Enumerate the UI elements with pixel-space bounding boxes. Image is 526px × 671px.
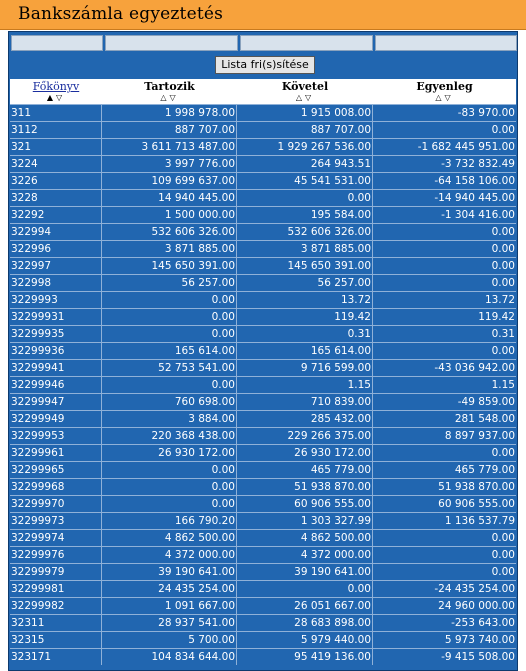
cell-fokonyv: 3112: [10, 122, 102, 138]
table-row[interactable]: [10, 597, 516, 614]
sort-asc-icon[interactable]: △: [295, 92, 305, 102]
column-label-fokonyv[interactable]: Főkönyv: [32, 80, 80, 93]
cell-tartozik: 104 834 644.00: [102, 649, 237, 665]
table-row[interactable]: [10, 461, 516, 478]
cell-tartozik: 3 871 885.00: [102, 241, 237, 257]
table-row[interactable]: [10, 223, 516, 240]
table-row[interactable]: [10, 155, 516, 172]
cell-tartozik: 165 614.00: [102, 343, 237, 359]
cell-tartozik: 760 698.00: [102, 394, 237, 410]
cell-kovetel: 26 930 172.00: [237, 445, 373, 461]
window-title: Bankszámla egyeztetés: [18, 4, 224, 24]
cell-kovetel: 95 419 136.00: [237, 649, 373, 665]
cell-tartozik: 0.00: [102, 292, 237, 308]
table-row[interactable]: [10, 444, 516, 461]
table-row[interactable]: [10, 325, 516, 342]
cell-kovetel: 4 862 500.00: [237, 530, 373, 546]
cell-tartozik: 887 707.00: [102, 122, 237, 138]
cell-fokonyv: 3229993: [10, 292, 102, 308]
table-row[interactable]: [10, 376, 516, 393]
cell-tartozik: 0.00: [102, 462, 237, 478]
cell-kovetel: 4 372 000.00: [237, 547, 373, 563]
cell-kovetel: 119.42: [237, 309, 373, 325]
table-body: [10, 104, 516, 665]
sort-desc-icon[interactable]: ▽: [56, 92, 66, 102]
cell-egyenleg: 0.00: [491, 226, 515, 238]
cell-tartozik: 0.00: [102, 326, 237, 342]
table-row[interactable]: [10, 257, 516, 274]
cell-egyenleg: 24 960 000.00: [438, 600, 515, 612]
cell-fokonyv: 3224: [10, 156, 102, 172]
cell-egyenleg: 0.00: [491, 447, 515, 459]
table-row[interactable]: [10, 342, 516, 359]
cell-kovetel: 264 943.51: [237, 156, 373, 172]
cell-egyenleg: -83 970.00: [457, 107, 515, 119]
cell-kovetel: 39 190 641.00: [237, 564, 373, 580]
cell-fokonyv: 3226: [10, 173, 102, 189]
table-row[interactable]: [10, 546, 516, 563]
cell-tartozik: 3 611 713 487.00: [102, 139, 237, 155]
cell-egyenleg: -9 415 508.00: [441, 651, 515, 663]
cell-fokonyv: 3228: [10, 190, 102, 206]
sort-desc-icon[interactable]: ▽: [444, 92, 454, 102]
table-row[interactable]: [10, 274, 516, 291]
cell-kovetel: 28 683 898.00: [237, 615, 373, 631]
cell-egyenleg: 0.31: [491, 328, 515, 340]
filter-row: [11, 35, 517, 53]
cell-egyenleg: 0.00: [491, 124, 515, 136]
cell-fokonyv: 32299970: [10, 496, 102, 512]
cell-tartozik: 0.00: [102, 309, 237, 325]
cell-tartozik: 0.00: [102, 479, 237, 495]
table-row[interactable]: [10, 631, 516, 648]
cell-tartozik: 4 862 500.00: [102, 530, 237, 546]
cell-kovetel: 1.15: [237, 377, 373, 393]
cell-fokonyv: 322996: [10, 241, 102, 257]
cell-egyenleg: 281 548.00: [454, 413, 515, 425]
cell-egyenleg: 0.00: [491, 277, 515, 289]
table-row[interactable]: [10, 512, 516, 529]
cell-fokonyv: 311: [10, 105, 102, 121]
cell-tartozik: 56 257.00: [102, 275, 237, 291]
cell-fokonyv: 321: [10, 139, 102, 155]
cell-egyenleg: 0.00: [491, 260, 515, 272]
cell-kovetel: 165 614.00: [237, 343, 373, 359]
table-row[interactable]: [10, 529, 516, 546]
cell-fokonyv: 32299973: [10, 513, 102, 529]
cell-fokonyv: 32299935: [10, 326, 102, 342]
cell-tartozik: 532 606 326.00: [102, 224, 237, 240]
cell-egyenleg: 8 897 937.00: [444, 430, 515, 442]
cell-kovetel: 0.00: [237, 190, 373, 206]
cell-fokonyv: 32299949: [10, 411, 102, 427]
table-row[interactable]: [10, 138, 516, 155]
filter-kovetel-input[interactable]: [240, 35, 373, 51]
cell-egyenleg: 0.00: [491, 549, 515, 561]
sort-desc-icon[interactable]: ▽: [169, 92, 179, 102]
cell-fokonyv: 32299982: [10, 598, 102, 614]
cell-tartozik: 1 998 978.00: [102, 105, 237, 121]
table-row[interactable]: [10, 427, 516, 444]
cell-tartozik: 1 091 667.00: [102, 598, 237, 614]
cell-kovetel: 145 650 391.00: [237, 258, 373, 274]
cell-kovetel: 26 051 667.00: [237, 598, 373, 614]
cell-fokonyv: 32299979: [10, 564, 102, 580]
cell-tartozik: 4 372 000.00: [102, 547, 237, 563]
table-row[interactable]: [10, 648, 516, 665]
cell-tartozik: 166 790.20: [102, 513, 237, 529]
table-row[interactable]: [10, 410, 516, 427]
cell-egyenleg: 0.00: [491, 566, 515, 578]
cell-kovetel: 710 839.00: [237, 394, 373, 410]
cell-egyenleg: 0.00: [491, 532, 515, 544]
cell-egyenleg: -1 682 445 951.00: [417, 141, 515, 153]
cell-fokonyv: 322994: [10, 224, 102, 240]
table-row[interactable]: [10, 614, 516, 631]
sort-asc-icon[interactable]: ▲: [46, 92, 56, 102]
cell-fokonyv: 32299941: [10, 360, 102, 376]
cell-egyenleg: 60 906 555.00: [438, 498, 515, 510]
column-label-tartozik: Tartozik: [144, 80, 195, 93]
cell-egyenleg: 13.72: [484, 294, 515, 306]
cell-kovetel: 465 779.00: [237, 462, 373, 478]
table-row[interactable]: [10, 308, 516, 325]
cell-fokonyv: 32299981: [10, 581, 102, 597]
table-row[interactable]: [10, 104, 516, 121]
cell-tartozik: 3 884.00: [102, 411, 237, 427]
cell-egyenleg: -43 036 942.00: [434, 362, 515, 374]
refresh-list-button[interactable]: Lista fri(s)sítése: [215, 56, 315, 74]
cell-kovetel: 532 606 326.00: [237, 224, 373, 240]
sort-asc-icon[interactable]: △: [160, 92, 170, 102]
cell-egyenleg: -1 304 416.00: [441, 209, 515, 221]
cell-egyenleg: 5 973 740.00: [444, 634, 515, 646]
cell-egyenleg: -14 940 445.00: [434, 192, 515, 204]
table-row[interactable]: [10, 563, 516, 580]
cell-kovetel: 1 915 008.00: [237, 105, 373, 121]
column-header-egyenleg: [373, 79, 516, 104]
cell-kovetel: 9 716 599.00: [237, 360, 373, 376]
cell-kovetel: 45 541 531.00: [237, 173, 373, 189]
cell-egyenleg: -64 158 106.00: [434, 175, 515, 187]
table-row[interactable]: [10, 206, 516, 223]
cell-egyenleg: -3 732 832.49: [441, 158, 515, 170]
cell-kovetel: 285 432.00: [237, 411, 373, 427]
column-label-egyenleg: Egyenleg: [416, 80, 473, 93]
sort-asc-icon[interactable]: △: [435, 92, 445, 102]
cell-fokonyv: 32299953: [10, 428, 102, 444]
cell-kovetel: 887 707.00: [237, 122, 373, 138]
filter-tartozik-input[interactable]: [105, 35, 238, 51]
cell-kovetel: 3 871 885.00: [237, 241, 373, 257]
table-row[interactable]: [10, 495, 516, 512]
table-row[interactable]: [10, 478, 516, 495]
cell-kovetel: 229 266 375.00: [237, 428, 373, 444]
cell-kovetel: 195 584.00: [237, 207, 373, 223]
sort-desc-icon[interactable]: ▽: [305, 92, 315, 102]
cell-fokonyv: 32299965: [10, 462, 102, 478]
cell-tartozik: 0.00: [102, 496, 237, 512]
cell-fokonyv: 322997: [10, 258, 102, 274]
cell-fokonyv: 322998: [10, 275, 102, 291]
cell-tartozik: 0.00: [102, 377, 237, 393]
cell-egyenleg: 51 938 870.00: [438, 481, 515, 493]
cell-tartozik: 109 699 637.00: [102, 173, 237, 189]
cell-kovetel: 13.72: [237, 292, 373, 308]
cell-kovetel: 5 979 440.00: [237, 632, 373, 648]
filter-egyenleg-input[interactable]: [375, 35, 517, 51]
cell-tartozik: 39 190 641.00: [102, 564, 237, 580]
table-row[interactable]: [10, 121, 516, 138]
cell-fokonyv: 32299961: [10, 445, 102, 461]
cell-fokonyv: 32299974: [10, 530, 102, 546]
cell-tartozik: 26 930 172.00: [102, 445, 237, 461]
cell-fokonyv: 32299936: [10, 343, 102, 359]
cell-egyenleg: 0.00: [491, 243, 515, 255]
cell-egyenleg: 119.42: [478, 311, 515, 323]
cell-fokonyv: 32299947: [10, 394, 102, 410]
cell-tartozik: 14 940 445.00: [102, 190, 237, 206]
table-row[interactable]: [10, 172, 516, 189]
cell-tartozik: 5 700.00: [102, 632, 237, 648]
table-row[interactable]: [10, 580, 516, 597]
cell-kovetel: 51 938 870.00: [237, 479, 373, 495]
cell-tartozik: 28 937 541.00: [102, 615, 237, 631]
column-header-kovetel: [237, 79, 373, 104]
column-header-fokonyv[interactable]: [10, 79, 102, 104]
cell-kovetel: 56 257.00: [237, 275, 373, 291]
cell-kovetel: 1 929 267 536.00: [237, 139, 373, 155]
cell-tartozik: 24 435 254.00: [102, 581, 237, 597]
cell-egyenleg: -253 643.00: [451, 617, 515, 629]
cell-tartozik: 3 997 776.00: [102, 156, 237, 172]
table-row[interactable]: [10, 189, 516, 206]
cell-egyenleg: 465 779.00: [454, 464, 515, 476]
filter-fokonyv-input[interactable]: [11, 35, 103, 51]
cell-fokonyv: 32299976: [10, 547, 102, 563]
cell-tartozik: 52 753 541.00: [102, 360, 237, 376]
column-label-kovetel: Követel: [281, 80, 329, 93]
cell-fokonyv: 32299968: [10, 479, 102, 495]
column-header-tartozik: [102, 79, 237, 104]
reconciliation-panel: [8, 31, 518, 671]
cell-tartozik: 220 368 438.00: [102, 428, 237, 444]
cell-egyenleg: -49 859.00: [457, 396, 515, 408]
table-row[interactable]: [10, 359, 516, 376]
cell-kovetel: 0.31: [237, 326, 373, 342]
cell-egyenleg: 1.15: [491, 379, 515, 391]
cell-fokonyv: 32311: [10, 615, 102, 631]
cell-fokonyv: 32315: [10, 632, 102, 648]
cell-kovetel: 60 906 555.00: [237, 496, 373, 512]
cell-fokonyv: 323171: [10, 649, 102, 665]
table-header: [10, 79, 516, 104]
cell-fokonyv: 32299931: [10, 309, 102, 325]
cell-fokonyv: 32299946: [10, 377, 102, 393]
title-bar: [0, 0, 526, 30]
cell-egyenleg: 1 136 537.79: [444, 515, 515, 527]
table-row[interactable]: [10, 393, 516, 410]
cell-kovetel: 1 303 327.99: [237, 513, 373, 529]
cell-tartozik: 145 650 391.00: [102, 258, 237, 274]
cell-fokonyv: 32292: [10, 207, 102, 223]
cell-kovetel: 0.00: [237, 581, 373, 597]
cell-egyenleg: 0.00: [491, 345, 515, 357]
cell-egyenleg: -24 435 254.00: [434, 583, 515, 595]
table-row[interactable]: [10, 240, 516, 257]
table-row[interactable]: [10, 291, 516, 308]
cell-tartozik: 1 500 000.00: [102, 207, 237, 223]
